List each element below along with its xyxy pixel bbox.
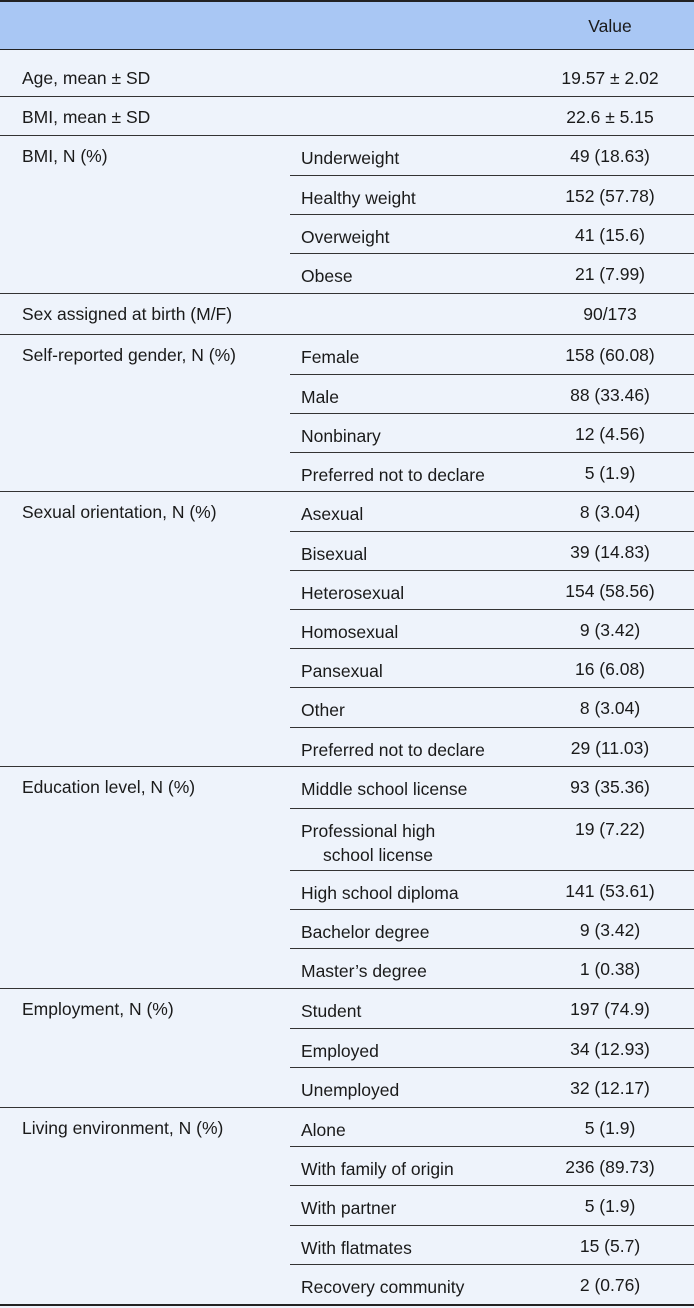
row-label: BMI, mean ± SD <box>22 107 151 127</box>
subrow-value: 5 (1.9) <box>584 1196 636 1216</box>
subrow-value: 5 (1.9) <box>584 463 636 483</box>
subrow-label <box>301 819 435 867</box>
subrow-label: With family of origin <box>301 1159 454 1179</box>
subrow-value: 141 (53.61) <box>565 881 655 901</box>
subrow-value: 236 (89.73) <box>565 1157 655 1177</box>
group-gender <box>0 335 694 492</box>
group-label: Self-reported gender, N (%) <box>22 345 236 365</box>
subrow-value: 9 (3.42) <box>579 620 641 640</box>
subrow-label: Bachelor degree <box>301 922 430 942</box>
subrow-label: Obese <box>301 266 353 286</box>
subrow-value: 2 (0.76) <box>579 1275 641 1295</box>
row-value: 19.57 ± 2.02 <box>561 68 659 88</box>
subrow <box>290 809 694 871</box>
subrow-value: 152 (57.78) <box>565 186 655 206</box>
row-age <box>0 58 694 97</box>
row-label: Sex assigned at birth (M/F) <box>22 304 233 324</box>
row-value: 22.6 ± 5.15 <box>566 107 654 127</box>
group-employment <box>0 989 694 1108</box>
subrow-value: 8 (3.04) <box>579 502 641 522</box>
subrow <box>290 610 694 649</box>
subrow <box>290 215 694 254</box>
subrow-value: 16 (6.08) <box>574 659 646 679</box>
subrow-label: Healthy weight <box>301 188 416 208</box>
subrow-value: 5 (1.9) <box>584 1118 636 1138</box>
subrow <box>290 453 694 492</box>
subrow <box>290 910 694 949</box>
subrow-label: Overweight <box>301 227 390 247</box>
row-value: 90/173 <box>583 304 637 324</box>
subrow-value: 12 (4.56) <box>574 424 646 444</box>
group-bmi <box>0 136 694 294</box>
subrow-value: 1 (0.38) <box>579 959 641 979</box>
subrow-value: 34 (12.93) <box>570 1039 650 1059</box>
subrow-label: Employed <box>301 1041 379 1061</box>
subrow-label: Unemployed <box>301 1080 400 1100</box>
group-sexual-orientation <box>0 492 694 767</box>
subrow <box>290 1108 694 1147</box>
subrow-label: Middle school license <box>301 779 468 799</box>
subrow <box>290 571 694 610</box>
subrow-value: 8 (3.04) <box>579 698 641 718</box>
subrow <box>290 492 694 532</box>
subrow-label: Other <box>301 700 345 720</box>
subrow <box>290 1186 694 1226</box>
subrow-label: Nonbinary <box>301 426 381 446</box>
subrow <box>290 176 694 215</box>
subrow-value: 158 (60.08) <box>565 345 655 365</box>
subrow <box>290 414 694 453</box>
subrow-label: Male <box>301 387 339 407</box>
subrow-value: 49 (18.63) <box>570 146 650 166</box>
subrow-label: Homosexual <box>301 622 399 642</box>
subrow <box>290 136 694 176</box>
subrow-label: Master’s degree <box>301 961 427 981</box>
subrow <box>290 1029 694 1068</box>
subrow <box>290 1147 694 1186</box>
subrow-label-line1: Professional high <box>301 821 436 841</box>
subrow-value: 88 (33.46) <box>570 385 650 405</box>
subrow-label: Heterosexual <box>301 583 405 603</box>
subrow <box>290 649 694 688</box>
subrow <box>290 375 694 414</box>
row-label: Age, mean ± SD <box>22 68 151 88</box>
subrow <box>290 532 694 571</box>
group-label: Living environment, N (%) <box>22 1118 224 1138</box>
group-label: Education level, N (%) <box>22 777 196 797</box>
subrow-label: Alone <box>301 1120 346 1140</box>
group-label: Sexual orientation, N (%) <box>22 502 217 522</box>
subrow-value: 93 (35.36) <box>570 777 650 797</box>
subrow-label: Recovery community <box>301 1277 465 1297</box>
row-bmi-mean <box>0 97 694 136</box>
subrow-label: Underweight <box>301 148 400 168</box>
subrow-value: 154 (58.56) <box>565 581 655 601</box>
subrow-value: 41 (15.6) <box>574 225 646 245</box>
subrow-value: 19 (7.22) <box>574 819 646 839</box>
subrow <box>290 949 694 989</box>
group-living-environment <box>0 1108 694 1306</box>
subrow-value: 39 (14.83) <box>570 542 650 562</box>
value-column-header: Value <box>588 16 632 36</box>
subrow-label: Female <box>301 347 360 367</box>
group-label: BMI, N (%) <box>22 146 108 166</box>
subrow <box>290 767 694 809</box>
subrow-value: 15 (5.7) <box>579 1236 641 1256</box>
subrow-label: Student <box>301 1001 362 1021</box>
subrow-label: Pansexual <box>301 661 383 681</box>
subrow <box>290 871 694 910</box>
subrow-label: Bisexual <box>301 544 368 564</box>
subrow-label: Asexual <box>301 504 364 524</box>
subrow <box>290 1068 694 1108</box>
subrow-label: With flatmates <box>301 1238 412 1258</box>
subrow <box>290 989 694 1029</box>
subrow-value: 21 (7.99) <box>574 264 646 284</box>
subrow-label: High school diploma <box>301 883 459 903</box>
subrow <box>290 688 694 728</box>
subrow-value: 9 (3.42) <box>579 920 641 940</box>
subrow <box>290 728 694 767</box>
group-education-level <box>0 767 694 989</box>
subrow-label: Preferred not to declare <box>301 465 485 485</box>
subrow <box>290 1226 694 1265</box>
row-sex <box>0 294 694 335</box>
subrow-value: 29 (11.03) <box>570 738 650 758</box>
subrow-value: 32 (12.17) <box>570 1078 650 1098</box>
subrow <box>290 335 694 375</box>
subrow-label-line2: school license <box>323 845 433 865</box>
subrow-label: With partner <box>301 1198 397 1218</box>
subrow <box>290 254 694 294</box>
subrow <box>290 1265 694 1304</box>
subrow-value: 197 (74.9) <box>570 999 650 1019</box>
table-header <box>0 0 694 50</box>
group-label: Employment, N (%) <box>22 999 174 1019</box>
subrow-label: Preferred not to declare <box>301 740 485 760</box>
